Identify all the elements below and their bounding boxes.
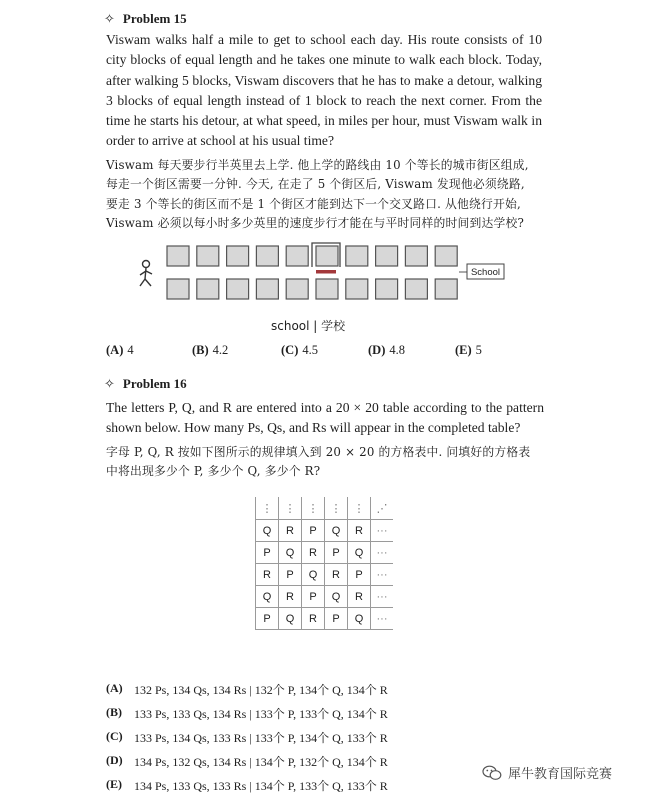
choice-value: 4.5 — [302, 343, 318, 357]
choice-value: 4.2 — [212, 343, 229, 357]
table-cell: ⋮ — [348, 497, 371, 520]
table-cell: Q — [348, 542, 371, 564]
answer-c[interactable] — [106, 729, 388, 746]
choice-label: (B) — [192, 343, 209, 357]
city-block — [256, 246, 278, 266]
choice-value: 5 — [475, 343, 482, 357]
table-cell: P — [348, 564, 371, 586]
watermark — [482, 763, 612, 782]
detour-bar — [316, 270, 336, 274]
table-cell: P — [279, 564, 302, 586]
answer-label: (D) — [106, 753, 123, 767]
problem-15-heading — [104, 11, 187, 27]
wechat-icon — [482, 765, 502, 781]
zh-line: Viswam 必须以每小时多少英里的速度步行才能在与平时同样的时间到达学校? — [106, 215, 525, 230]
table-cell: R — [302, 608, 325, 630]
diamond-icon: ✧ — [104, 11, 115, 26]
city-block — [167, 246, 189, 266]
table-cell: P — [302, 586, 325, 608]
choice-value: 4.8 — [389, 343, 405, 357]
choice-label: (C) — [281, 343, 299, 357]
answer-label: (C) — [106, 729, 123, 743]
table-cell: R — [256, 564, 279, 586]
answer-label: (B) — [106, 705, 122, 719]
choice-label: (D) — [368, 343, 386, 357]
answer-text: 134 Ps, 132 Qs, 134 Rs | 134个 P, 132个 Q, 134个 R — [134, 755, 388, 769]
city-block — [197, 279, 219, 299]
choice-label: (E) — [455, 343, 472, 357]
problem-16-text-en: The letters P, Q, and R are entered into a 20 × 20 table according to the pattern shown below. How many Ps, Qs, and Rs will appear in the completed table? — [106, 400, 544, 436]
table-cell: P — [256, 542, 279, 564]
answer-text: 132 Ps, 134 Qs, 134 Rs | 132个 P, 134个 Q, 134个 R — [134, 683, 388, 697]
diamond-icon: ✧ — [104, 376, 115, 391]
city-block — [346, 279, 368, 299]
table-cell: Q — [325, 520, 348, 542]
diagram-caption: school | 学校 — [271, 319, 346, 333]
walker-figure — [140, 261, 152, 287]
table-cell: ··· — [371, 520, 394, 542]
problem-15-text-en: Viswam walks half a mile to get to school each day. His route consists of 10 city blocks of equal length and he takes one minute to walk each block. Today, after walking 5 blocks, Viswam discovers that he has to make a detour, walking 3 blocks of equal length instead of 1 block to reach the next corner. From the time he starts his detour, at what speed, in miles per hour, must Viswam walk in order to arrive at school at his usual time? — [106, 32, 542, 149]
city-block — [435, 279, 457, 299]
answer-text: 134 Ps, 133 Qs, 133 Rs | 134个 P, 133个 Q, 133个 R — [134, 779, 388, 793]
table-cell: ··· — [371, 542, 394, 564]
table-cell: ··· — [371, 564, 394, 586]
table-cell: R — [279, 586, 302, 608]
city-block — [227, 246, 249, 266]
table-cell: Q — [348, 608, 371, 630]
table-row — [256, 608, 394, 630]
city-block — [167, 279, 189, 299]
choice-b[interactable] — [192, 343, 228, 358]
table-cell: R — [348, 520, 371, 542]
problem-16-heading — [104, 376, 187, 392]
table-row — [256, 542, 394, 564]
table-row — [256, 564, 394, 586]
choice-d[interactable] — [368, 343, 405, 358]
watermark-text: 犀牛教育国际竞赛 — [508, 767, 613, 782]
school-label: School — [470, 267, 501, 278]
city-block — [256, 279, 278, 299]
table-cell: P — [325, 608, 348, 630]
choice-c[interactable] — [281, 343, 318, 358]
city-block — [435, 246, 457, 266]
answer-a[interactable] — [106, 681, 388, 698]
city-block — [316, 279, 338, 299]
table-cell: Q — [256, 520, 279, 542]
table-cell: Q — [302, 564, 325, 586]
table-cell: P — [325, 542, 348, 564]
table-cell: R — [279, 520, 302, 542]
problem-15-title: Problem 15 — [122, 11, 187, 26]
pattern-table — [255, 497, 393, 630]
table-cell: ⋮ — [325, 497, 348, 520]
choice-e[interactable] — [455, 343, 482, 358]
table-cell: ⋮ — [302, 497, 325, 520]
table-cell: ⋮ — [279, 497, 302, 520]
zh-line: 中将出现多少个 P, 多少个 Q, 多少个 R? — [106, 464, 321, 479]
answer-d[interactable] — [106, 753, 388, 770]
answer-label: (A) — [106, 681, 123, 695]
table-row — [256, 520, 394, 542]
table-row — [256, 586, 394, 608]
zh-line: 字母 P, Q, R 按如下图所示的规律填入到 20 × 20 的方格表中. 问填好的方格表 — [106, 445, 531, 459]
table-cell: R — [302, 542, 325, 564]
city-block — [227, 279, 249, 299]
city-block — [286, 246, 308, 266]
city-block — [197, 246, 219, 266]
problem-15-text-zh — [106, 156, 546, 233]
table-cell: Q — [279, 608, 302, 630]
table-cell: Q — [256, 586, 279, 608]
table-cell: P — [256, 608, 279, 630]
answer-text: 133 Ps, 134 Qs, 133 Rs | 133个 P, 134个 Q, 133个 R — [134, 731, 388, 745]
city-block — [316, 246, 338, 266]
zh-line: 要走 3 个等长的街区而不是 1 个街区才能到达下一个交叉路口. 从他绕行开始, — [106, 196, 521, 211]
table-cell: P — [302, 520, 325, 542]
table-cell: ··· — [371, 608, 394, 630]
table-cell: ⋰ — [371, 497, 394, 520]
answer-text: 133 Ps, 133 Qs, 134 Rs | 133个 P, 133个 Q, 134个 R — [134, 707, 388, 721]
choice-value: 4 — [127, 343, 134, 357]
table-cell: ··· — [371, 586, 394, 608]
table-row — [256, 497, 394, 520]
answer-label: (E) — [106, 777, 122, 791]
table-cell: Q — [279, 542, 302, 564]
city-block — [376, 246, 398, 266]
problem-16-text-zh — [106, 443, 546, 482]
zh-line: Viswam 每天要步行半英里去上学. 他上学的路线由 10 个等长的城市街区组成, — [106, 158, 529, 172]
city-block — [376, 279, 398, 299]
table-cell: Q — [325, 586, 348, 608]
answer-b[interactable] — [106, 705, 388, 722]
table-cell: R — [348, 586, 371, 608]
bottom-blocks — [167, 279, 457, 299]
table-cell: ⋮ — [256, 497, 279, 520]
answer-e[interactable] — [106, 777, 388, 794]
table-cell: R — [325, 564, 348, 586]
problem-16-title: Problem 16 — [122, 376, 187, 391]
street-diagram — [132, 240, 512, 310]
city-block — [405, 279, 427, 299]
city-block — [405, 246, 427, 266]
city-block — [286, 279, 308, 299]
choice-label: (A) — [106, 343, 124, 357]
zh-line: 每走一个街区需要一分钟. 今天, 在走了 5 个街区后, Viswam 发现他必须绕路, — [106, 177, 525, 192]
choice-a[interactable] — [106, 343, 134, 358]
city-block — [346, 246, 368, 266]
